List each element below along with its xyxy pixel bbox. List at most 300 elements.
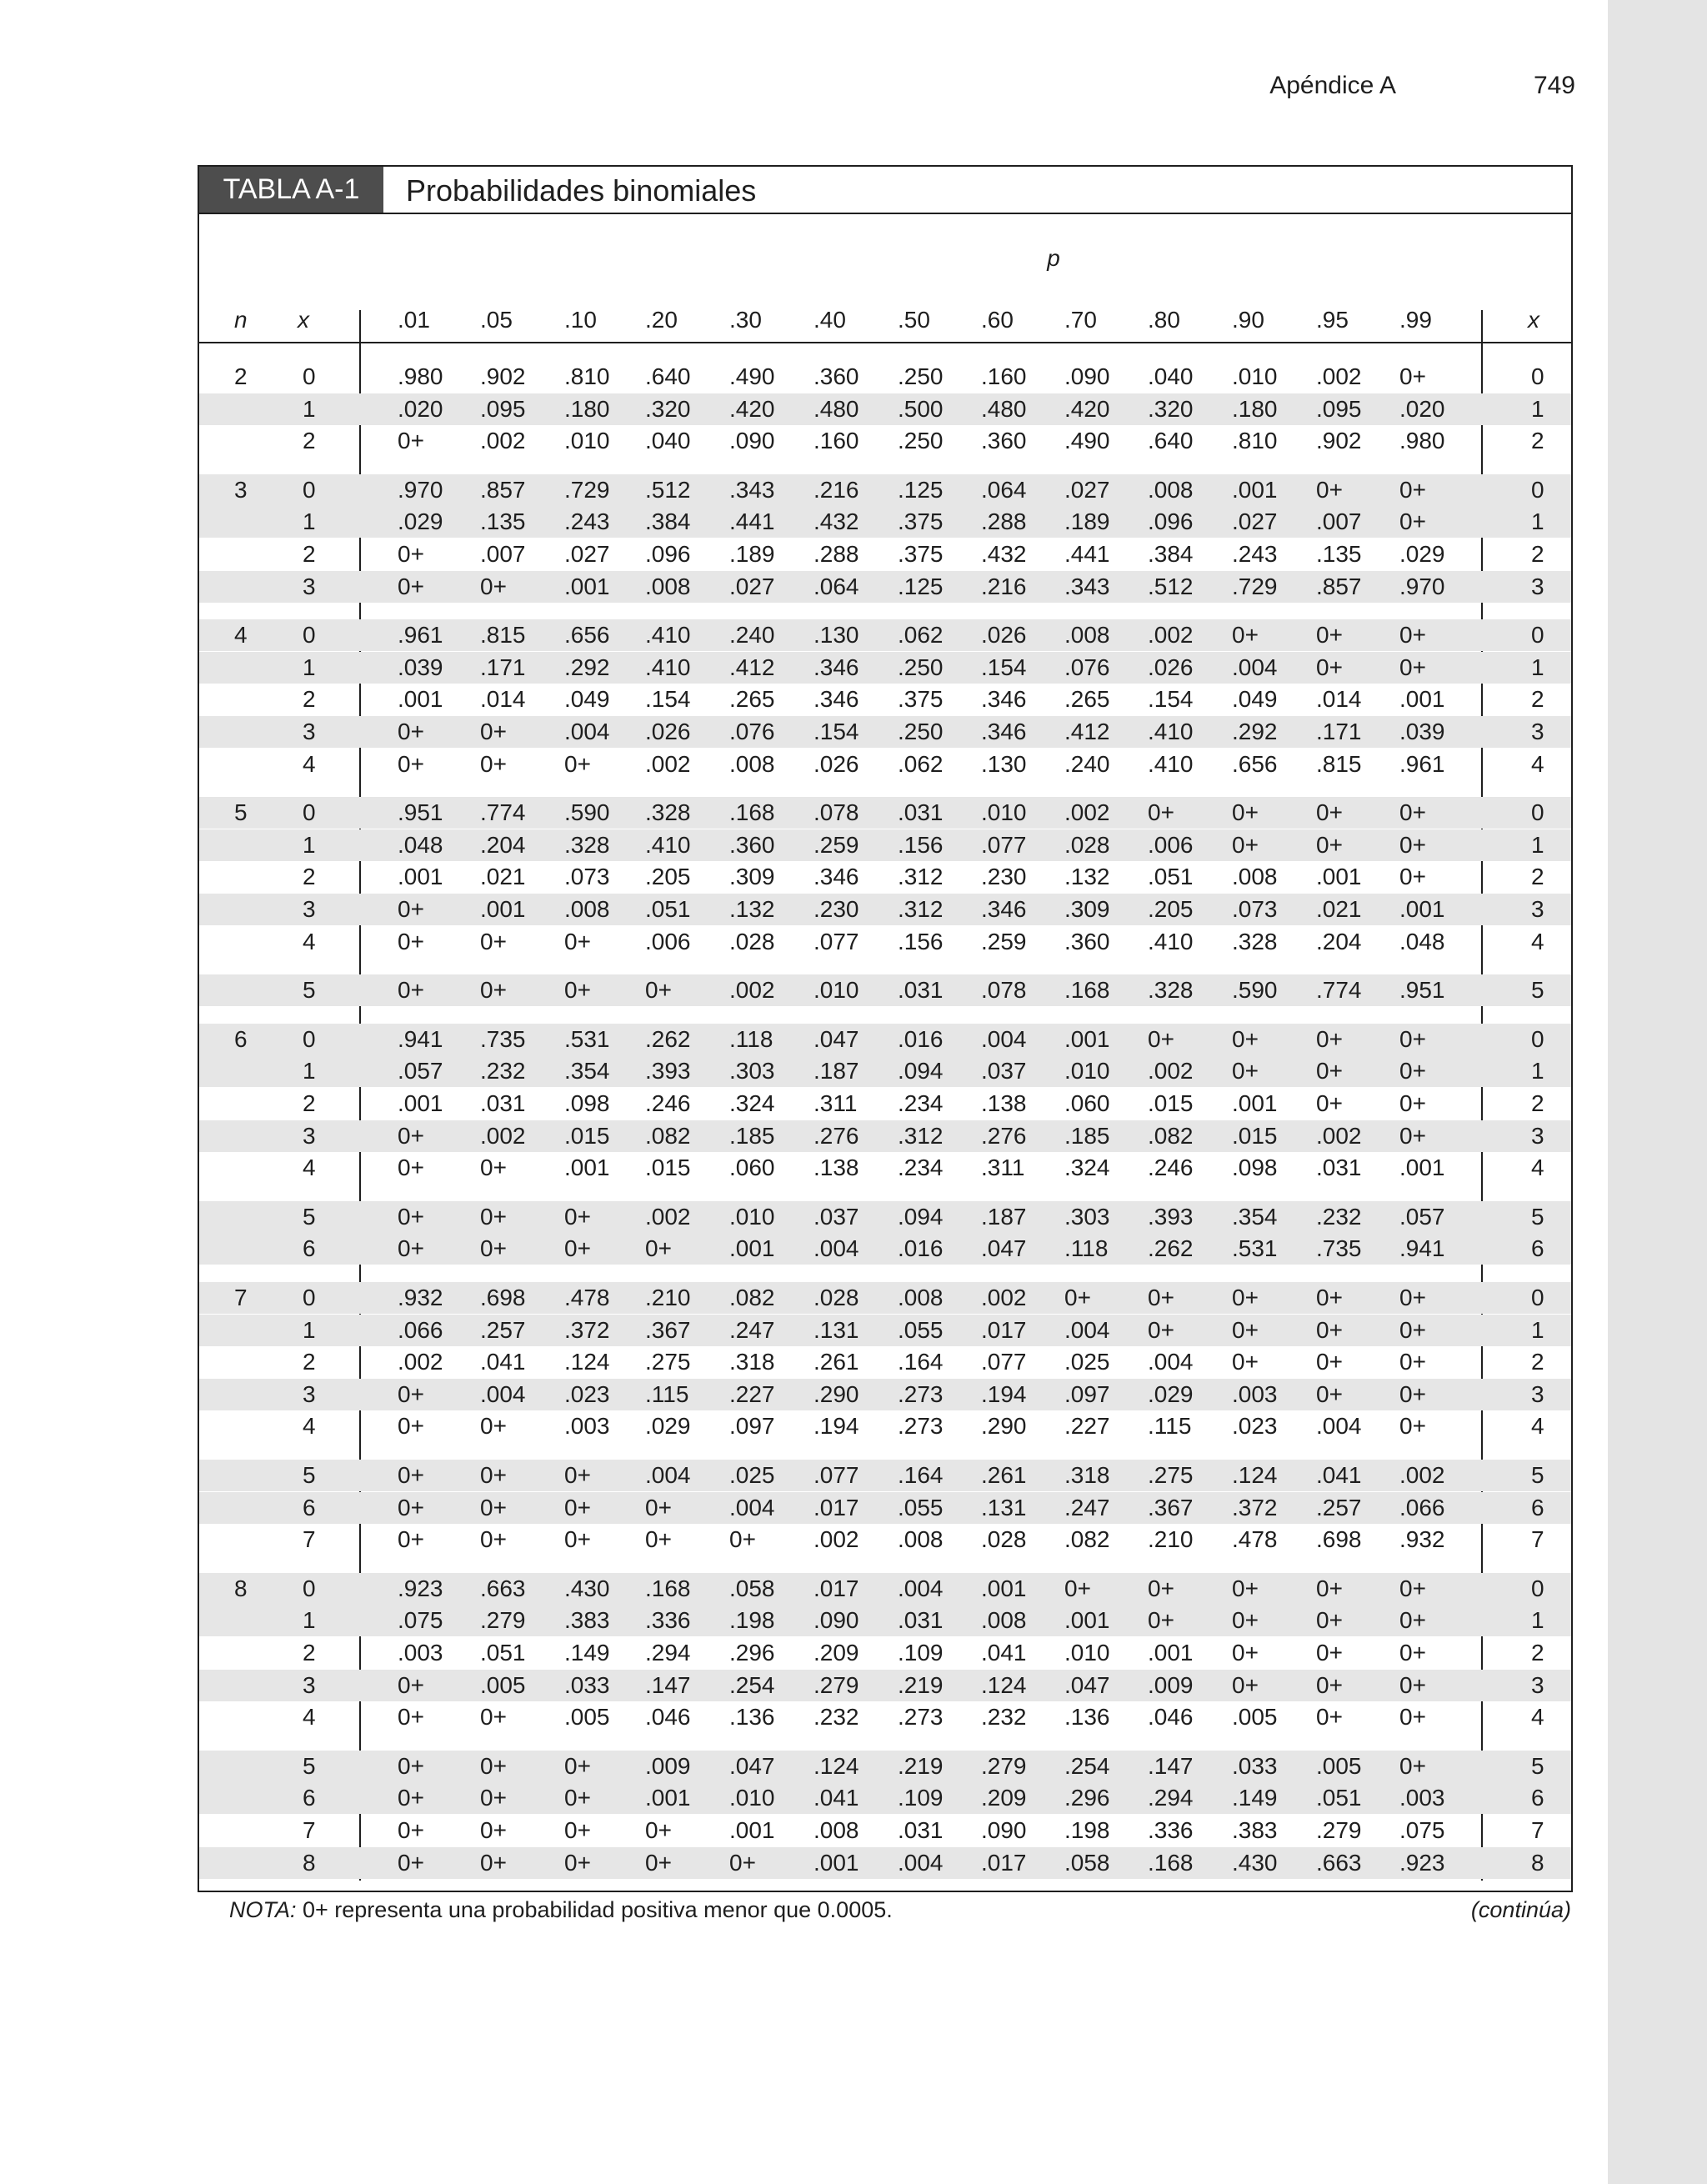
x-value: 3 [303,1380,316,1407]
probability-cell: .160 [813,428,859,454]
probability-cell: .663 [1316,1849,1362,1876]
probability-cell: .097 [1064,1380,1110,1407]
probability-cell: .250 [898,428,944,454]
probability-cell: 0+ [398,428,424,454]
probability-cell: .010 [729,1785,775,1811]
table-row [199,1782,1571,1814]
probability-cell: .109 [898,1640,944,1666]
probability-cell: .243 [564,508,610,535]
table-row [199,571,1571,603]
probability-cell: .002 [645,1203,691,1230]
probability-cell: .006 [1148,831,1194,858]
probability-cell: .076 [1064,654,1110,680]
x-value: 4 [303,1155,316,1181]
probability-cell: .354 [564,1058,610,1084]
probability-cell: 0+ [1316,1285,1343,1310]
probability-cell: 0+ [398,719,424,744]
probability-cell: .254 [729,1671,775,1698]
x-value: 7 [303,1526,316,1553]
probability-cell: .098 [1232,1155,1278,1181]
p-column-header: .40 [813,307,846,333]
probability-cell: .095 [480,395,526,422]
probability-cell: .210 [1148,1526,1194,1553]
probability-cell: 0+ [1232,1285,1259,1310]
probability-cell: .016 [898,1235,944,1262]
table-row [199,1670,1571,1701]
probability-cell: .923 [1399,1849,1445,1876]
table-row [199,1201,1571,1233]
probability-cell: 0+ [398,1817,424,1843]
probability-cell: 0+ [1148,1025,1174,1052]
probability-cell: .232 [981,1704,1027,1731]
continued-marker: (continúa) [1470,1897,1571,1922]
probability-cell: .257 [480,1316,526,1343]
probability-cell: .147 [1148,1752,1194,1779]
probability-cell: .346 [813,864,859,890]
probability-cell: .096 [1148,508,1194,535]
n-value: 8 [234,1575,248,1601]
table-row [199,1847,1571,1879]
probability-cell: .049 [1232,686,1278,713]
probability-cell: .055 [898,1316,944,1343]
probability-cell: 0+ [1316,622,1343,649]
probability-cell: .075 [398,1607,443,1634]
probability-cell: 0+ [645,1849,672,1876]
x-value-right: 8 [1531,1849,1544,1876]
table-row [199,1815,1571,1846]
table-row [199,684,1571,715]
probability-cell: 0+ [1232,1025,1259,1052]
probability-cell: .276 [813,1122,859,1149]
table-row [199,861,1571,893]
probability-cell: .254 [1064,1752,1110,1779]
x-value-right: 3 [1531,896,1544,922]
x-value: 7 [303,1817,316,1843]
x-value: 6 [303,1494,316,1520]
header-rule [199,342,1571,343]
probability-cell: 0+ [480,1526,507,1553]
probability-cell: .064 [813,573,859,599]
probability-cell: .410 [645,654,691,680]
note-label: NOTA: [229,1897,297,1922]
probability-cell: .131 [813,1316,859,1343]
probability-cell: 0+ [480,1752,507,1779]
probability-cell: .002 [729,977,775,1004]
probability-cell: 0+ [1316,1058,1343,1084]
probability-cell: .815 [1316,750,1362,777]
probability-cell: 0+ [729,1849,756,1876]
probability-cell: .057 [1399,1203,1445,1230]
probability-cell: 0+ [1064,1285,1091,1310]
table-row [199,538,1571,570]
probability-cell: .004 [1316,1413,1362,1440]
probability-cell: 0+ [398,977,424,1004]
probability-cell: .500 [898,395,944,422]
table-row [199,1573,1571,1605]
probability-cell: .017 [813,1494,859,1520]
probability-cell: .478 [1232,1526,1278,1553]
probability-cell: .279 [981,1752,1027,1779]
probability-cell: .131 [981,1494,1027,1520]
probability-cell: .198 [729,1607,775,1634]
probability-cell: .040 [645,428,691,454]
probability-cell: .002 [480,428,526,454]
probability-cell: .480 [813,395,859,422]
probability-cell: .002 [398,1349,443,1375]
table-tag: TABLA A-1 [199,167,383,213]
probability-cell: 0+ [1399,1058,1426,1084]
probability-cell: .026 [981,622,1027,649]
probability-cell: .008 [564,896,610,922]
probability-cell: .230 [813,896,859,922]
probability-cell: .367 [645,1316,691,1343]
x-value-right: 1 [1531,831,1544,858]
probability-cell: 0+ [1316,799,1343,826]
probability-cell: .004 [645,1462,691,1488]
x-value-right: 2 [1531,864,1544,890]
probability-cell: .008 [645,573,691,599]
probability-cell: .060 [1064,1090,1110,1116]
probability-cell: .185 [1064,1122,1110,1149]
probability-cell: .180 [1232,395,1278,422]
probability-cell: .015 [1148,1090,1194,1116]
probability-cell: .001 [1399,1155,1445,1181]
x-value: 1 [303,654,316,680]
probability-cell: .002 [1148,1058,1194,1084]
table-row [199,1379,1571,1410]
probability-cell: 0+ [398,1462,424,1488]
probability-cell: .082 [729,1285,775,1310]
probability-cell: .031 [898,977,944,1004]
probability-cell: .189 [1064,508,1110,535]
probability-cell: .028 [813,1285,859,1310]
probability-cell: 0+ [1399,654,1426,680]
probability-cell: .066 [1399,1494,1445,1520]
x-value: 0 [303,1575,316,1601]
probability-cell: .261 [813,1349,859,1375]
probability-cell: .216 [813,476,859,503]
probability-cell: 0+ [1399,1575,1426,1601]
probability-cell: 0+ [1399,622,1426,649]
table-row [199,1346,1571,1378]
x-value-right: 0 [1531,363,1544,389]
probability-cell: .243 [1232,541,1278,567]
probability-cell: .941 [398,1025,443,1052]
probability-cell: .490 [1064,428,1110,454]
probability-cell: .227 [1064,1413,1110,1440]
probability-cell: .010 [1064,1058,1110,1084]
probability-cell: .002 [1064,799,1110,826]
probability-cell: .354 [1232,1203,1278,1230]
probability-cell: .410 [645,831,691,858]
probability-cell: .932 [398,1285,443,1310]
probability-cell: .640 [1148,428,1194,454]
probability-cell: .027 [1232,508,1278,535]
x-value: 5 [303,977,316,1004]
probability-cell: .001 [564,1155,610,1181]
probability-cell: .026 [813,750,859,777]
probability-cell: .318 [729,1349,775,1375]
probability-cell: 0+ [645,977,672,1004]
table-row [199,393,1571,425]
probability-cell: .055 [898,1494,944,1520]
probability-cell: .279 [813,1671,859,1698]
probability-cell: .002 [480,1122,526,1149]
probability-cell: .262 [645,1025,691,1052]
probability-cell: .017 [813,1575,859,1601]
probability-cell: 0+ [645,1235,672,1262]
probability-cell: 0+ [1232,622,1259,649]
probability-cell: 0+ [480,1413,507,1440]
probability-cell: .001 [564,573,610,599]
probability-cell: .279 [480,1607,526,1634]
probability-cell: .154 [645,686,691,713]
probability-cell: 0+ [1316,476,1343,503]
probability-cell: .303 [729,1058,775,1084]
table-row [199,894,1571,925]
probability-cell: .023 [564,1380,610,1407]
probability-cell: 0+ [398,750,424,777]
p-column-header: .30 [729,307,762,333]
n-column-header: n [234,307,248,333]
probability-cell: .729 [564,476,610,503]
p-axis-label: p [1047,245,1060,271]
running-head [1167,72,1575,105]
probability-cell: 0+ [398,1526,424,1553]
x-value-right: 1 [1531,1607,1544,1634]
probability-cell: 0+ [1399,1640,1426,1666]
probability-cell: .002 [1148,622,1194,649]
probability-cell: .259 [813,831,859,858]
n-value: 4 [234,622,248,649]
probability-cell: .970 [398,476,443,503]
probability-cell: .232 [1316,1203,1362,1230]
probability-cell: .303 [1064,1203,1110,1230]
probability-cell: .008 [1064,622,1110,649]
probability-cell: .951 [1399,977,1445,1004]
probability-cell: .082 [645,1122,691,1149]
probability-cell: .590 [1232,977,1278,1004]
probability-cell: 0+ [1399,1025,1426,1052]
probability-cell: .393 [1148,1203,1194,1230]
x-value: 3 [303,573,316,599]
x-value: 0 [303,799,316,826]
probability-cell: .246 [1148,1155,1194,1181]
probability-cell: .346 [981,719,1027,744]
probability-cell: .311 [813,1090,858,1116]
probability-cell: .001 [1232,1090,1278,1116]
probability-cell: .136 [1064,1704,1110,1731]
probability-cell: .029 [1399,541,1445,567]
probability-cell: .090 [813,1607,859,1634]
probability-cell: .336 [1148,1817,1194,1843]
probability-cell: .247 [1064,1494,1110,1520]
probability-cell: .980 [398,363,443,389]
probability-cell: .343 [1064,573,1110,599]
x-value: 5 [303,1752,316,1779]
probability-cell: 0+ [1399,1316,1426,1343]
probability-cell: .205 [645,864,691,890]
probability-cell: .002 [1399,1462,1445,1488]
probability-cell: 0+ [1399,363,1426,389]
probability-cell: .057 [398,1058,443,1084]
probability-cell: .064 [981,476,1027,503]
x-value: 2 [303,428,316,454]
probability-cell: .047 [1064,1671,1110,1698]
probability-cell: 0+ [1399,1413,1426,1440]
probability-cell: .001 [729,1235,775,1262]
probability-cell: .115 [1148,1413,1192,1440]
probability-cell: 0+ [1399,1349,1426,1375]
probability-cell: .261 [981,1462,1027,1488]
probability-cell: .276 [981,1122,1027,1149]
n-value: 7 [234,1285,248,1310]
x-value: 6 [303,1785,316,1811]
x-value-right: 3 [1531,1380,1544,1407]
probability-cell: .060 [729,1155,775,1181]
probability-cell: .309 [1064,896,1110,922]
probability-cell: 0+ [1064,1575,1091,1601]
probability-cell: .296 [729,1640,775,1666]
probability-cell: .360 [729,831,775,858]
probability-cell: 0+ [1316,1704,1343,1731]
table-row [199,425,1571,457]
probability-cell: 0+ [1399,1122,1426,1149]
x-value: 1 [303,1316,316,1343]
probability-cell: .430 [564,1575,610,1601]
probability-cell: 0+ [564,750,591,777]
probability-cell: .075 [1399,1817,1445,1843]
probability-cell: .001 [645,1785,691,1811]
probability-cell: .187 [981,1203,1027,1230]
probability-cell: .375 [898,541,944,567]
probability-cell: .010 [729,1203,775,1230]
probability-cell: .290 [981,1413,1027,1440]
probability-cell: 0+ [1399,799,1426,826]
probability-cell: .320 [645,395,691,422]
probability-cell: .640 [645,363,691,389]
probability-cell: .232 [813,1704,859,1731]
x-value: 3 [303,896,316,922]
p-column-header: .20 [645,307,678,333]
probability-cell: .296 [1064,1785,1110,1811]
table-row [199,1637,1571,1669]
probability-cell: .951 [398,799,443,826]
probability-cell: 0+ [1148,799,1174,826]
probability-cell: .259 [981,928,1027,954]
probability-cell: .168 [1148,1849,1194,1876]
probability-cell: .320 [1148,395,1194,422]
x-value-right: 2 [1531,686,1544,713]
x-value-right: 0 [1531,1285,1544,1310]
x-value-right: 1 [1531,1316,1544,1343]
table-row [199,1233,1571,1265]
probability-cell: .383 [564,1607,610,1634]
x-value-right: 1 [1531,654,1544,680]
probability-cell: .135 [480,508,526,535]
probability-cell: .318 [1064,1462,1110,1488]
x-value: 1 [303,395,316,422]
probability-cell: 0+ [1399,508,1426,535]
probability-cell: .077 [981,831,1027,858]
probability-cell: .027 [1064,476,1110,503]
probability-cell: .294 [645,1640,691,1666]
probability-cell: .008 [898,1285,944,1310]
x-value: 2 [303,686,316,713]
probability-cell: 0+ [729,1526,756,1553]
probability-cell: .115 [645,1380,689,1407]
probability-cell: .902 [1316,428,1362,454]
probability-cell: .062 [898,750,944,777]
x-value-right: 3 [1531,1122,1544,1149]
probability-cell: .490 [729,363,775,389]
probability-cell: 0+ [1399,1090,1426,1116]
probability-cell: .367 [1148,1494,1194,1520]
probability-cell: .027 [729,573,775,599]
table-row [199,829,1571,861]
probability-cell: 0+ [398,1413,424,1440]
probability-cell: 0+ [480,1785,507,1811]
probability-cell: .375 [898,686,944,713]
probability-cell: .037 [981,1058,1027,1084]
probability-cell: 0+ [1316,1380,1343,1407]
x-value: 4 [303,928,316,954]
probability-cell: .735 [1316,1235,1362,1262]
probability-cell: .149 [1232,1785,1278,1811]
probability-cell: .312 [898,864,944,890]
probability-cell: .902 [480,363,526,389]
probability-cell: .020 [398,395,443,422]
p-column-header: .05 [480,307,513,333]
probability-cell: .017 [981,1316,1027,1343]
probability-cell: .005 [480,1671,526,1698]
x-value: 0 [303,622,316,649]
probability-cell: .346 [981,686,1027,713]
probability-cell: 0+ [480,573,507,599]
probability-cell: .001 [1064,1607,1110,1634]
probability-cell: .021 [480,864,526,890]
probability-cell: .360 [981,428,1027,454]
probability-cell: 0+ [1316,1607,1343,1634]
probability-cell: 0+ [645,1526,672,1553]
probability-cell: 0+ [1232,1640,1259,1666]
p-column-header: .70 [1064,307,1097,333]
probability-cell: .384 [645,508,691,535]
probability-cell: .209 [813,1640,859,1666]
x-value-right: 0 [1531,1025,1544,1052]
probability-cell: 0+ [480,719,507,744]
probability-cell: .135 [1316,541,1362,567]
probability-cell: .051 [645,896,691,922]
probability-cell: 0+ [564,1494,591,1520]
table-row [199,1120,1571,1152]
x-value-right: 7 [1531,1526,1544,1553]
probability-cell: .292 [564,654,610,680]
probability-cell: .372 [564,1316,610,1343]
table-row [199,1410,1571,1442]
x-value: 1 [303,508,316,535]
probability-cell: .328 [645,799,691,826]
probability-cell: 0+ [398,1203,424,1230]
probability-cell: .026 [645,719,691,744]
probability-cell: 0+ [398,1671,424,1698]
probability-cell: .136 [729,1704,775,1731]
probability-cell: .932 [1399,1526,1445,1553]
probability-cell: .118 [1064,1235,1109,1262]
probability-cell: .430 [1232,1849,1278,1876]
probability-cell: .118 [729,1025,773,1052]
probability-cell: .210 [645,1285,691,1310]
